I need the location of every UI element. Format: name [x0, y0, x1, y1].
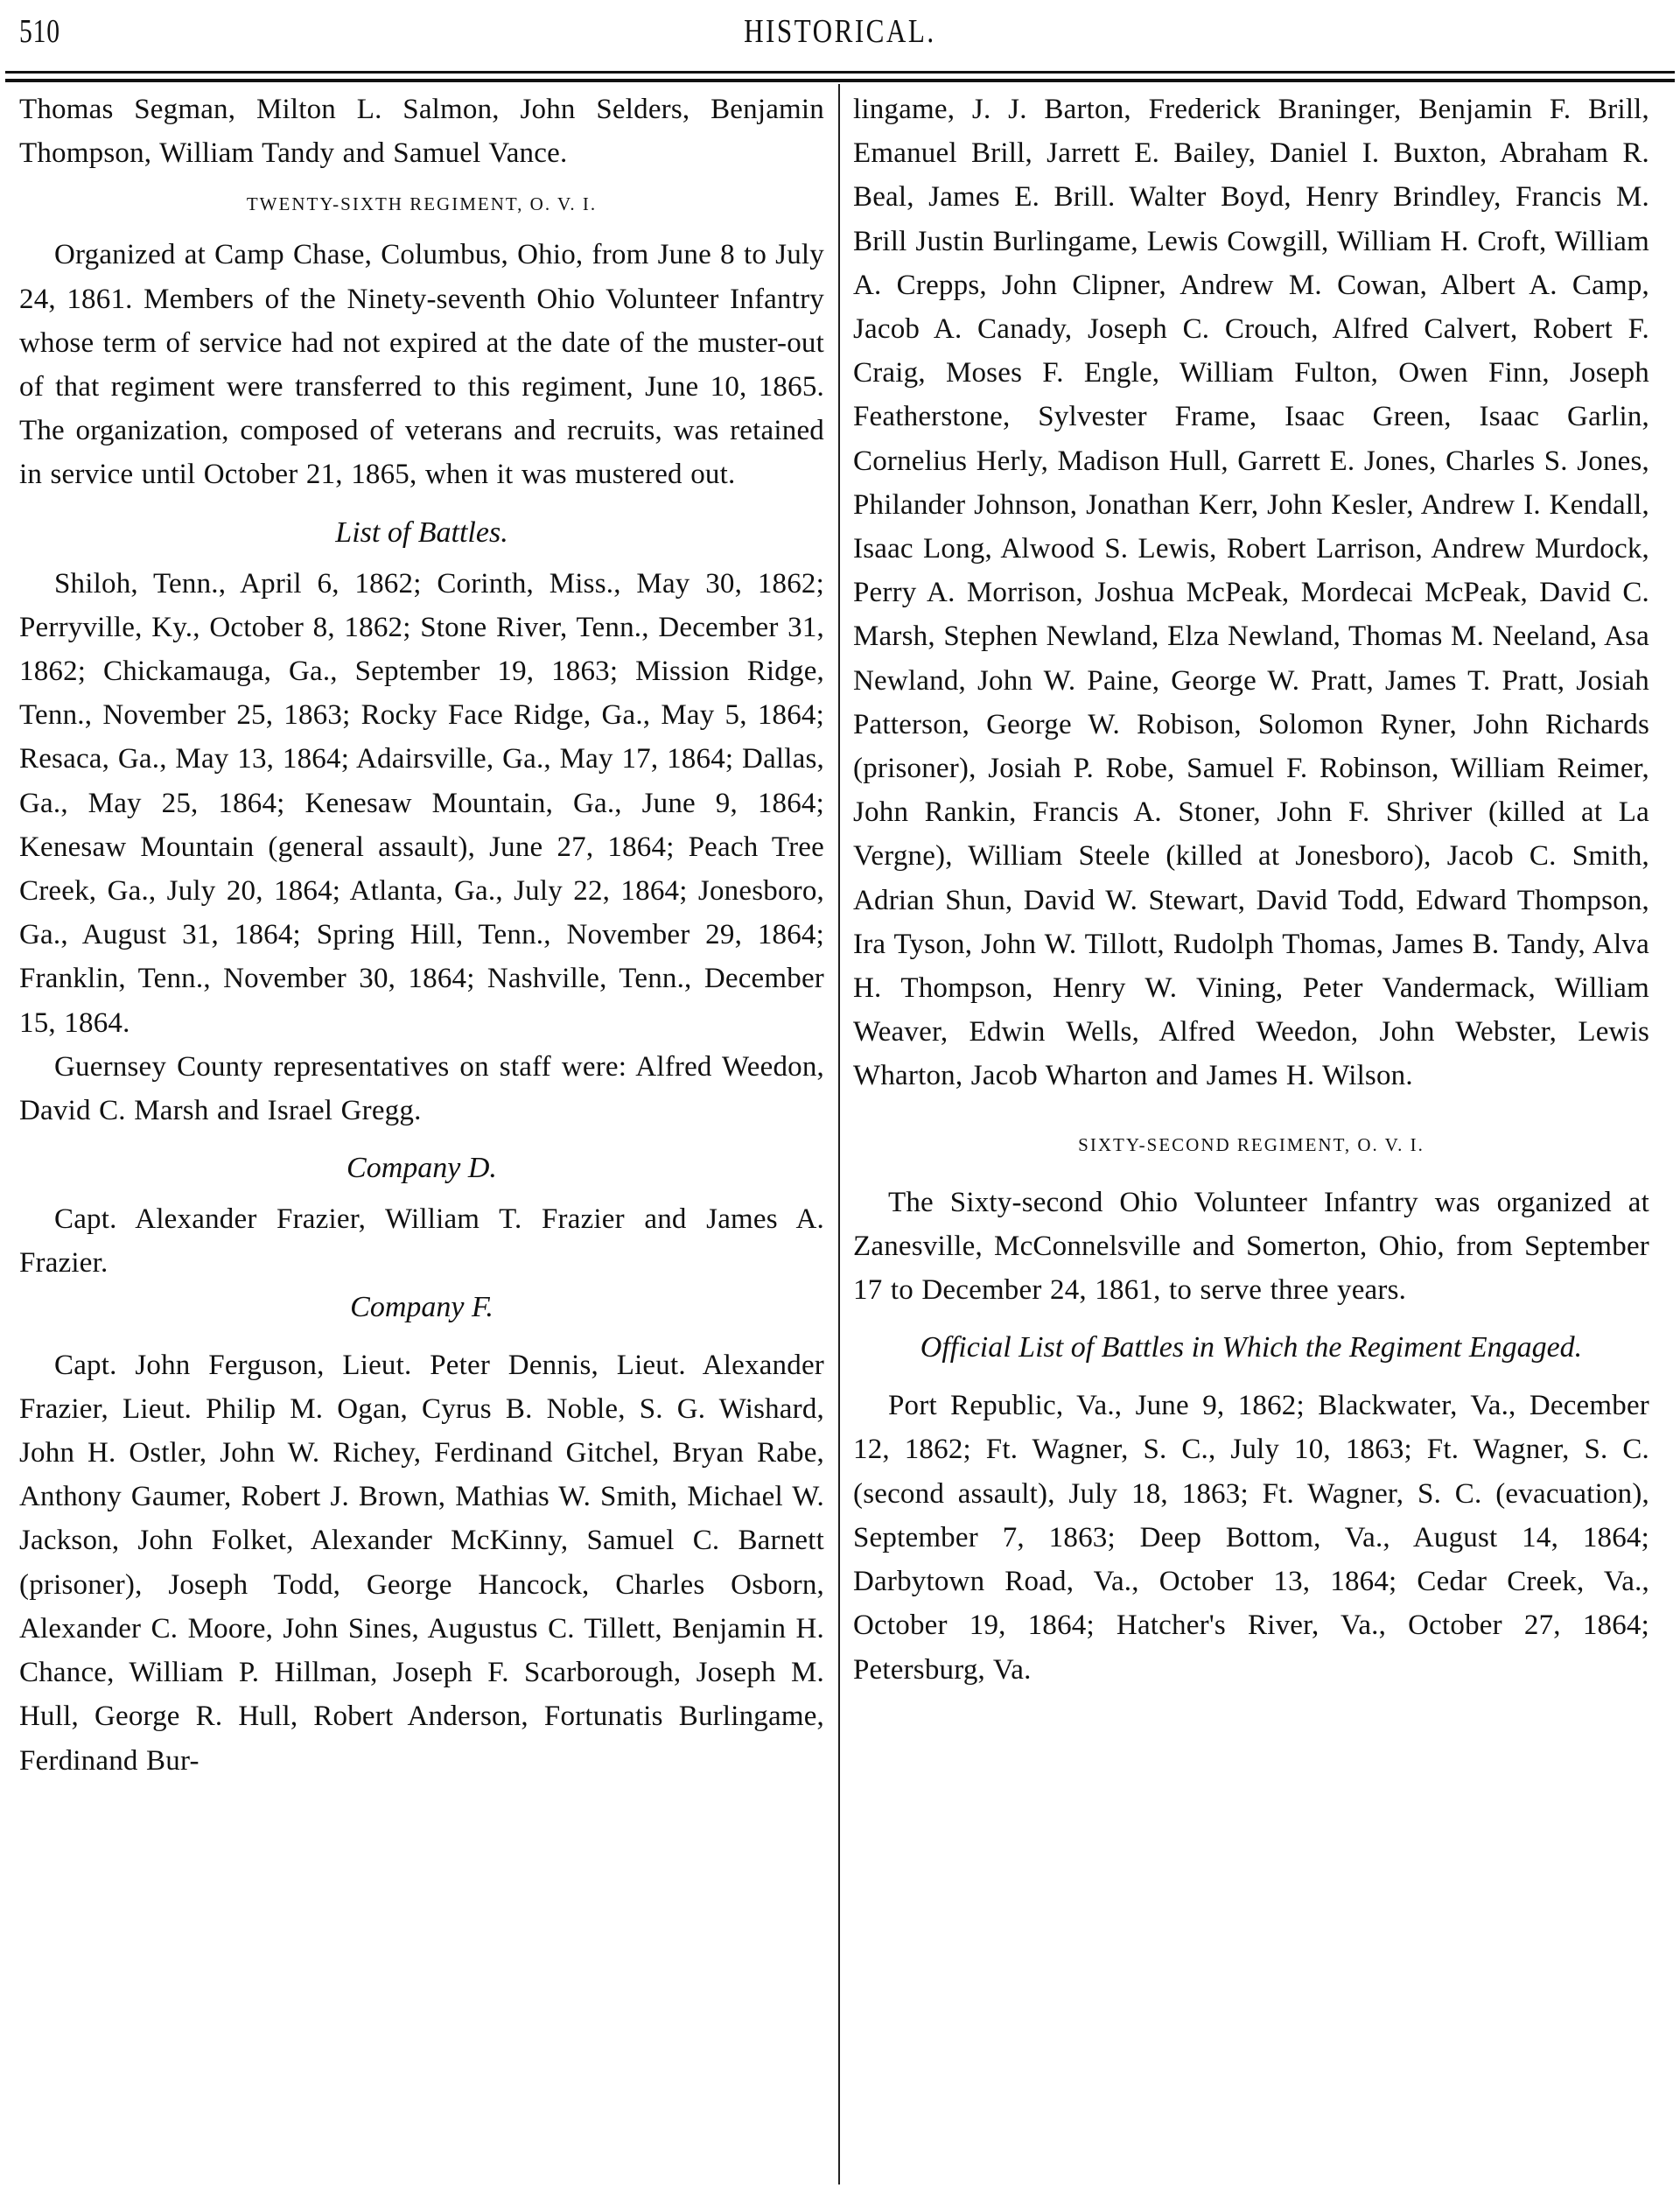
company-f-roster: Capt. John Ferguson, Lieut. Peter Dennis, Lieut. Alexander Frazier, Lieut. Philip M. Ogan, Cyrus B. Noble, S. G. Wishard, John H. Ostler, John W. Richey, Ferdinand Gitchel, Bryan Rabe, Anthony Gaumer, Robert J. Brown, Mathias W. Smith, Michael W. Jackson, John Folket, Alexander McKinny, Samuel C. Barnett (prisoner), Joseph Todd, George Hancock, Charles Osborn, Alexander C. Moore, John Sines, Augustus C. Tillett, Benjamin H. Chance, William P. Hillman, Joseph F. Scarborough, Joseph M. Hull, George R. Hull, Robert Anderson, Fortunatis Burlingame, Ferdinand Bur-	[19, 1349, 824, 1777]
subheading-company-d: Company D.	[346, 1152, 497, 1185]
regiment-62-battles: Port Republic, Va., June 9, 1862; Blackwater, Va., December 12, 1862; Ft. Wagner, S. C., July 10, 1863; Ft. Wagner, S. C. (second assault), July 18, 1863; Ft. Wagner, S. C. (evacuation), September 7, 1863; Deep Bottom, Va., August 14, 1864; Darbytown Road, Va., October 13, 1864; Cedar Creek, Va., October 19, 1864; Hatcher's River, Va., October 27, 1864; Petersburg, Va.	[853, 1390, 1649, 1686]
right-column	[853, 88, 1649, 1692]
subheading-official-list-of-battles: Official List of Battles in Which the Regiment Engaged.	[920, 1331, 1583, 1364]
page-header	[0, 0, 1680, 88]
running-title-text: HISTORICAL.	[744, 13, 936, 50]
subheading-list-of-battles: List of Battles.	[335, 515, 508, 549]
running-title	[0, 12, 1680, 51]
roster-continuation: Thomas Segman, Milton L. Salmon, John Selders, Benjamin Thompson, William Tandy and Samuel Vance.	[19, 94, 824, 170]
column-divider	[838, 84, 840, 2184]
subheading-company-f: Company F.	[350, 1290, 494, 1323]
company-d-roster: Capt. Alexander Frazier, William T. Frazier and James A. Frazier.	[19, 1203, 824, 1280]
regiment-62-intro: The Sixty-second Ohio Volunteer Infantry was organized at Zanesville, McConnelsville and Somerton, Ohio, from September 17 to December 24, 1861, to serve three years.	[853, 1186, 1649, 1307]
header-rule-bottom	[5, 79, 1675, 82]
regiment-26-battles: Shiloh, Tenn., April 6, 1862; Corinth, Miss., May 30, 1862; Perryville, Ky., October 8, 1862; Stone River, Tenn., December 31, 1862; Chickamauga, Ga., September 19, 1863; Mission Ridge, Tenn., November 25, 1863; Rocky Face Ridge, Ga., May 5, 1864; Resaca, Ga., May 13, 1864; Adairsville, Ga., May 17, 1864; Dallas, Ga., May 25, 1864; Kenesaw Mountain, Ga., June 9, 1864; Kenesaw Mountain (general assault), June 27, 1864; Peach Tree Creek, Ga., July 20, 1864; Atlanta, Ga., July 22, 1864; Jonesboro, Ga., August 31, 1864; Spring Hill, Tenn., November 29, 1864; Franklin, Tenn., November 30, 1864; Nashville, Tenn., December 15, 1864.	[19, 567, 824, 1039]
regiment-26-intro: Organized at Camp Chase, Columbus, Ohio, from June 8 to July 24, 1861. Members of the Ninety-seventh Ohio Volunteer Infantry whose term of service had not expired at the date of the muster-out of that regiment were transferred to this regiment, June 10, 1865. The organization, composed of veterans and recruits, was retained in service until October 21, 1865, when it was mustered out.	[19, 239, 824, 491]
page-number: 510	[19, 13, 60, 50]
header-rule-top	[5, 71, 1675, 74]
section-heading-sixty-second-regiment: SIXTY-SECOND REGIMENT, O. V. I.	[1078, 1133, 1424, 1155]
section-heading-twenty-sixth-regiment: TWENTY-SIXTH REGIMENT, O. V. I.	[246, 193, 598, 215]
company-f-roster-continued: lingame, J. J. Barton, Frederick Braninger, Benjamin F. Brill, Emanuel Brill, Jarrett E. Bailey, Daniel I. Buxton, Abraham R. Beal, James E. Brill. Walter Boyd, Henry Brindley, Francis M. Brill Justin Burlingame, Lewis Cowgill, William H. Croft, William A. Crepps, John Clipner, Andrew M. Cowan, Albert A. Camp, Jacob A. Canady, Joseph C. Crouch, Alfred Calvert, Robert F. Craig, Moses F. Engle, William Fulton, Owen Finn, Joseph Featherstone, Sylvester Frame, Isaac Green, Isaac Garlin, Cornelius Herly, Madison Hull, Garrett E. Jones, Charles S. Jones, Philander Johnson, Jonathan Kerr, John Kesler, Andrew I. Kendall, Isaac Long, Alwood S. Lewis, Robert Larrison, Andrew Murdock, Perry A. Morrison, Joshua McPeak, Mordecai McPeak, David C. Marsh, Stephen Newland, Elza Newland, Thomas M. Neeland, Asa Newland, John W. Paine, George W. Pratt, James T. Pratt, Josiah Patterson, George W. Robison, Solomon Ryner, John Richards (prisoner), Josiah P. Robe, Samuel F. Robinson, William Reimer, John Rankin, Francis A. Stoner, John F. Shriver (killed at La Vergne), William Steele (killed at Jonesboro), Jacob C. Smith, Adrian Shun, David W. Stewart, David Todd, Edward Thompson, Ira Tyson, John W. Tillott, Rudolph Thomas, James B. Tandy, Alva H. Thompson, Henry W. Vining, Peter Vandermack, William Weaver, Edwin Wells, Alfred Weedon, John Webster, Lewis Wharton, Jacob Wharton and James H. Wilson.	[853, 94, 1649, 1092]
regiment-26-staff: Guernsey County representatives on staff were: Alfred Weedon, David C. Marsh and Israel Gregg.	[19, 1050, 824, 1127]
left-column	[19, 88, 824, 1783]
